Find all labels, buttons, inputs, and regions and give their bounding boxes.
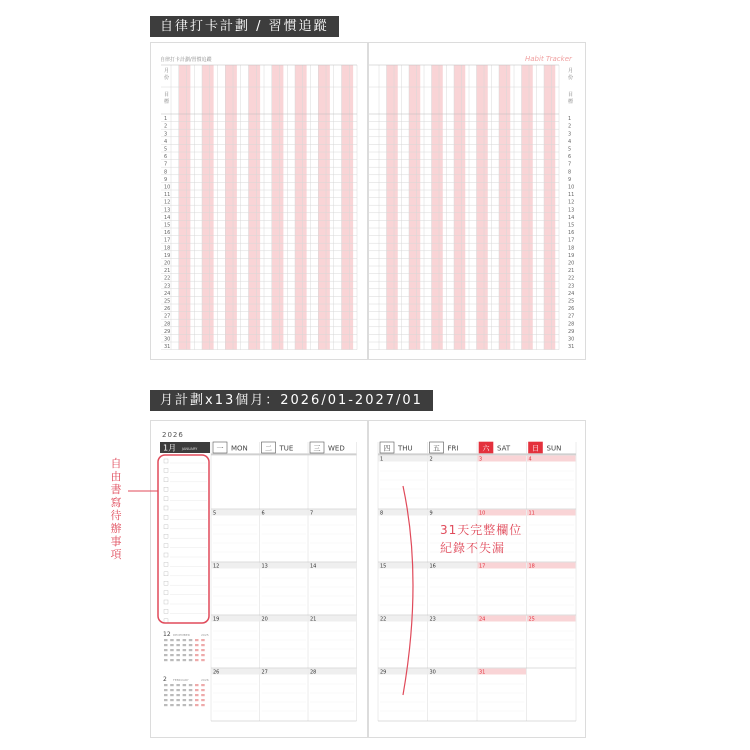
mini-cal-dot [170,654,174,656]
mini-cal-dot [189,654,193,656]
tracker-day-number: 7 [568,161,572,168]
mini-cal-year: 2026 [201,678,209,682]
todo-checkbox [164,459,168,463]
tracker-pink-band [342,65,354,350]
full-days-annotation-2: 紀錄不失漏 [440,541,506,555]
mini-cal-dot [176,649,180,651]
tracker-pink-band [409,65,420,350]
tracker-day-number: 12 [568,199,575,206]
month-en-label: JANUARY [182,447,198,451]
tracker-day-number: 16 [568,230,575,237]
tracker-day-number: 5 [164,146,168,153]
todo-checkbox [164,600,168,604]
day-number: 4 [528,456,532,463]
mini-cal-dot [183,684,187,686]
mini-cal-dot [201,704,205,706]
tracker-pink-band [544,65,555,350]
tracker-goal-label: 目 [164,92,170,98]
weekday-en: MON [231,444,248,453]
tracker-day-number: 19 [568,252,575,259]
weekday-zh: 五 [433,444,440,453]
weekday-zh: 四 [383,444,391,453]
day-number: 31 [479,669,486,676]
tracker-day-number: 28 [568,321,575,328]
tracker-day-number: 22 [164,275,171,282]
mini-cal-dot [201,654,205,656]
tracker-day-number: 1 [164,116,168,123]
tracker-day-number: 2 [568,123,572,130]
full-days-annotation-1: 31天完整欄位 [440,523,523,537]
day-cell-bar [379,456,428,462]
day-cell-bar [428,510,477,516]
todo-checkbox [164,562,168,566]
day-cell-bar [260,510,308,516]
tracker-pink-band [272,65,284,350]
tracker-day-number: 22 [568,275,575,282]
tracker-day-number: 15 [568,222,575,229]
tracker-day-number: 15 [164,222,171,229]
todo-checkbox [164,478,168,482]
todo-checkbox [164,572,168,576]
mini-cal-dot [170,639,174,641]
mini-cal-dot [201,699,205,701]
tracker-pink-band [295,65,307,350]
mini-cal-year: 2025 [201,633,209,637]
mini-cal-month: 2 [163,676,167,683]
mini-cal-dot [183,654,187,656]
tracker-day-number: 4 [164,138,168,145]
tracker-day-number: 2 [164,123,168,130]
mini-cal-month-en: FEBRUARY [173,678,189,682]
day-cell-bar [478,456,527,462]
tracker-pink-band [249,65,261,350]
day-number: 8 [380,510,384,517]
day-cell-bar [379,510,428,516]
mini-cal-dot [201,649,205,651]
month-label: 1月 [163,443,177,453]
tracker-day-number: 31 [568,344,575,351]
day-number: 13 [261,563,268,570]
day-number: 30 [429,669,436,676]
mini-cal-dot [189,699,193,701]
day-number: 24 [479,616,486,623]
mini-cal-dot [189,694,193,696]
day-number: 14 [310,563,317,570]
todo-checkbox [164,515,168,519]
tracker-day-number: 7 [164,161,168,168]
tracker-day-number: 30 [568,336,575,343]
mini-cal-dot [183,699,187,701]
tracker-day-number: 13 [164,207,171,214]
weekday-zh: 六 [482,444,490,453]
mini-cal-dot [176,654,180,656]
tracker-day-number: 6 [164,154,168,161]
todo-checkbox [164,506,168,510]
day-cell-bar [212,510,260,516]
tracker-day-number: 31 [164,344,171,351]
day-cell-bar [309,510,357,516]
tracker-pink-band [499,65,510,350]
tracker-day-number: 23 [164,283,171,290]
tracker-pink-band [179,65,191,350]
mini-cal-dot [164,694,168,696]
mini-cal-dot [195,694,199,696]
tracker-day-number: 3 [568,131,572,138]
mini-cal-dot [170,699,174,701]
mini-cal-dot [164,689,168,691]
monthly-right-grid [369,421,585,737]
tracker-day-number: 4 [568,138,572,145]
mini-cal-dot [170,659,174,661]
tracker-day-number: 1 [568,116,572,123]
tracker-day-number: 26 [164,306,171,313]
mini-cal-month: 12 [163,631,171,638]
tracker-left-grid [151,43,367,359]
day-number: 19 [213,616,220,623]
day-number: 3 [479,456,483,463]
mini-cal-dot [201,659,205,661]
mini-cal-dot [195,704,199,706]
mini-cal-dot [176,689,180,691]
mini-cal-dot [195,699,199,701]
mini-cal-dot [195,649,199,651]
weekday-zh: 日 [532,444,539,453]
mini-cal-dot [183,694,187,696]
day-number: 16 [429,563,436,570]
day-number: 18 [528,563,535,570]
mini-cal-dot [170,694,174,696]
mini-cal-dot [195,654,199,656]
tracker-day-number: 25 [164,298,171,305]
mini-cal-dot [164,644,168,646]
mini-cal-dot [170,684,174,686]
mini-cal-dot [170,689,174,691]
day-number: 26 [213,669,220,676]
day-number: 2 [429,456,433,463]
tracker-pink-band [522,65,533,350]
mini-cal-dot [183,644,187,646]
todo-checkbox [164,468,168,472]
mini-cal-dot [176,704,180,706]
tracker-goal-label: 標 [568,99,574,105]
tracker-right-grid [369,43,585,359]
mini-cal-dot [164,639,168,641]
weekday-en: TUE [279,444,294,453]
todo-checkbox [164,619,168,623]
weekday-en: WED [328,444,345,453]
mini-cal-dot [183,639,187,641]
tracker-pink-band [202,65,214,350]
tracker-day-number: 29 [568,328,575,335]
day-number: 9 [429,510,433,517]
tracker-day-number: 28 [164,321,171,328]
mini-cal-dot [189,659,193,661]
tracker-day-number: 27 [568,313,575,320]
mini-cal-dot [195,659,199,661]
mini-cal-dot [201,644,205,646]
tracker-day-number: 3 [164,131,168,138]
mini-cal-dot [189,644,193,646]
day-number: 7 [310,510,314,517]
day-number: 27 [261,669,268,676]
mini-cal-dot [189,689,193,691]
tracker-pink-band [454,65,465,350]
tracker-day-number: 21 [568,268,575,275]
tracker-day-number: 9 [568,176,572,183]
todo-checkbox [164,487,168,491]
habit-tracker-banner: 自律打卡計劃 / 習慣追蹤 [150,16,339,37]
todo-checkbox [164,553,168,557]
todo-checkbox [164,497,168,501]
mini-cal-dot [176,699,180,701]
weekday-en: FRI [447,444,459,453]
mini-cal-dot [201,694,205,696]
day-cell-bar [428,456,477,462]
mini-cal-dot [195,689,199,691]
day-number: 17 [479,563,486,570]
day-number: 23 [429,616,436,623]
tracker-pink-band [432,65,443,350]
day-cell-bar [527,456,576,462]
day-number: 22 [380,616,387,623]
mini-cal-dot [176,684,180,686]
day-number: 1 [380,456,384,463]
tracker-day-number: 8 [164,169,168,176]
mini-cal-dot [183,659,187,661]
tracker-day-number: 11 [164,192,171,199]
mini-cal-dot [183,649,187,651]
tracker-day-number: 23 [568,283,575,290]
mini-cal-dot [189,704,193,706]
mini-cal-dot [164,684,168,686]
mini-cal-dot [201,689,205,691]
tracker-day-number: 13 [568,207,575,214]
todo-checkbox [164,609,168,613]
day-number: 29 [380,669,387,676]
tracker-day-number: 24 [568,290,575,297]
mini-cal-dot [189,639,193,641]
weekday-en: SAT [497,444,511,453]
mini-cal-dot [183,689,187,691]
mini-cal-dot [176,694,180,696]
day-number: 5 [213,510,217,517]
mini-cal-month-en: DECEMBER [173,633,190,637]
tracker-day-number: 17 [164,237,171,244]
tracker-day-number: 26 [568,306,575,313]
mini-cal-dot [164,704,168,706]
tracker-subtitle: 自律打卡計劃/習慣追蹤 [160,57,212,63]
todo-checkbox [164,544,168,548]
mini-cal-dot [170,644,174,646]
todo-checkbox [164,525,168,529]
tracker-day-number: 5 [568,146,572,153]
day-number: 15 [380,563,387,570]
mini-cal-dot [201,639,205,641]
day-number: 28 [310,669,317,676]
mini-cal-dot [176,639,180,641]
tracker-pink-band [318,65,330,350]
tracker-day-number: 12 [164,199,171,206]
day-number: 12 [213,563,220,570]
tracker-day-number: 29 [164,328,171,335]
todo-checkbox [164,581,168,585]
tracker-pink-band [225,65,237,350]
mini-cal-dot [201,684,205,686]
tracker-month-label: 月 [568,68,574,74]
tracker-goal-label: 目 [568,92,574,98]
monthly-left-page [150,420,368,738]
tracker-day-number: 10 [568,184,575,191]
tracker-day-number: 9 [164,176,168,183]
day-number: 25 [528,616,535,623]
tracker-right-page [368,42,586,360]
todo-checkbox [164,534,168,538]
day-number: 6 [261,510,265,517]
tracker-day-number: 17 [568,237,575,244]
weekday-en: THU [398,444,413,453]
weekday-zh: 三 [313,444,321,453]
mini-cal-dot [183,704,187,706]
tracker-pink-band [387,65,398,350]
tracker-left-page [150,42,368,360]
day-number: 20 [261,616,268,623]
mini-cal-dot [164,659,168,661]
tracker-day-number: 21 [164,268,171,275]
monthly-left-grid [151,421,367,737]
tracker-day-number: 25 [568,298,575,305]
day-number: 21 [310,616,317,623]
mini-cal-dot [195,639,199,641]
tracker-day-number: 11 [568,192,575,199]
tracker-title-en: Habit Tracker [525,55,572,63]
tracker-goal-label: 標 [164,99,170,105]
day-number: 11 [528,510,535,517]
tracker-month-label: 份 [568,75,574,81]
weekday-zh: 一 [216,444,224,453]
mini-cal-dot [189,649,193,651]
mini-cal-dot [195,644,199,646]
tracker-day-number: 18 [164,245,171,252]
tracker-month-label: 月 [164,68,170,74]
mini-cal-dot [164,649,168,651]
tracker-day-number: 24 [164,290,171,297]
tracker-day-number: 19 [164,252,171,259]
todo-annotation: 自由書寫待辦事項 [110,457,122,561]
tracker-day-number: 16 [164,230,171,237]
monthly-plan-banner: 月計劃x13個月：2026/01-2027/01 [150,390,433,411]
mini-cal-dot [189,684,193,686]
tracker-day-number: 8 [568,169,572,176]
tracker-day-number: 30 [164,336,171,343]
tracker-day-number: 6 [568,154,572,161]
mini-cal-dot [170,704,174,706]
day-number: 10 [479,510,486,517]
weekday-en: SUN [546,444,562,453]
tracker-day-number: 14 [164,214,171,221]
mini-cal-dot [176,644,180,646]
tracker-pink-band [477,65,488,350]
mini-cal-dot [164,654,168,656]
weekday-zh: 二 [265,444,272,453]
mini-cal-dot [176,659,180,661]
calendar-year: 2026 [162,431,184,439]
monthly-right-page [368,420,586,738]
tracker-day-number: 20 [164,260,171,267]
tracker-month-label: 份 [164,75,170,81]
tracker-day-number: 14 [568,214,575,221]
todo-checkbox [164,591,168,595]
mini-cal-dot [164,699,168,701]
tracker-day-number: 27 [164,313,171,320]
mini-cal-dot [195,684,199,686]
tracker-day-number: 20 [568,260,575,267]
tracker-day-number: 18 [568,245,575,252]
tracker-day-number: 10 [164,184,171,191]
mini-cal-dot [170,649,174,651]
